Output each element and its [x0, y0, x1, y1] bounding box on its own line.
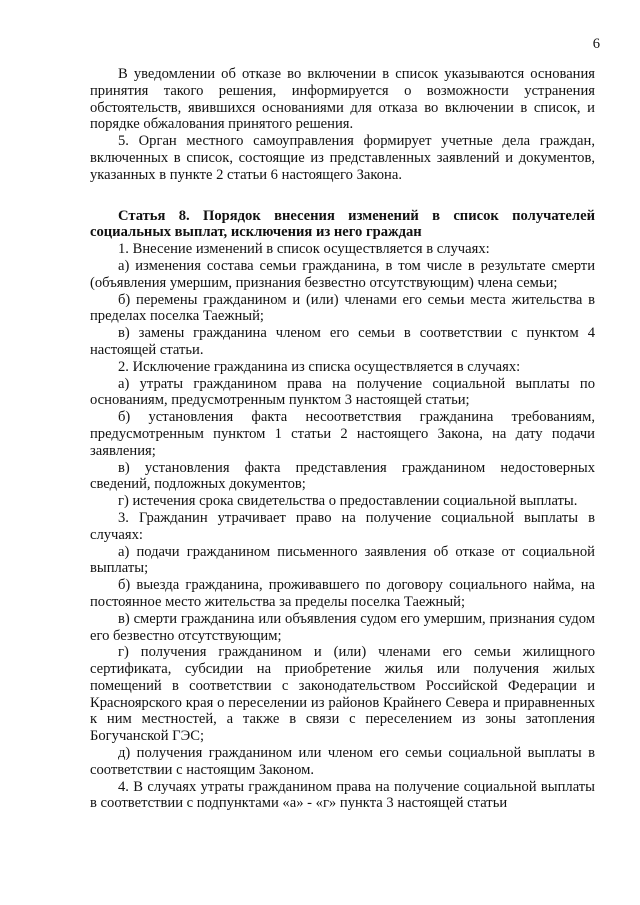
paragraph-refusal-notice: В уведомлении об отказе во включении в список указываются основания принятия такого решения, информируется о возможности устранения обстоятельств, явившихся основаниями для отказа во включении в список, и порядке обжалования принятого решения.	[90, 66, 595, 133]
paragraph-4: 4. В случаях утраты гражданином права на получение социальной выплаты в соответствии с подпунктами «а» - «г» пункта 3 настоящей статьи	[90, 778, 595, 812]
paragraph-2v: в) установления факта представления гражданином недостоверных сведений, подложных документов;	[90, 459, 595, 493]
article-8-heading: Статья 8. Порядок внесения изменений в список получателей социальных выплат, исключения из него граждан	[90, 207, 595, 241]
paragraph-3-intro: 3. Гражданин утрачивает право на получение социальной выплаты в случаях:	[90, 509, 595, 543]
page-number: 6	[592, 36, 600, 52]
paragraph-1v: в) замены гражданина членом его семьи в соответствии с пунктом 4 настоящей статьи.	[90, 325, 595, 358]
paragraph-3a: а) подачи гражданином письменного заявления об отказе от социальной выплаты;	[90, 543, 595, 577]
paragraph-1-intro: 1. Внесение изменений в список осуществляется в случаях:	[118, 241, 490, 258]
paragraph-3b: б) выезда гражданина, проживавшего по договору социального найма, на постоянное место жительства за пределы поселка Таежный;	[90, 577, 595, 610]
paragraph-3v: в) смерти гражданина или объявления судом его умершим, признания судом его безвестно отсутствующим;	[90, 610, 595, 644]
spacer	[90, 184, 595, 196]
paragraph-2a: а) утраты гражданином права на получение социальной выплаты по основаниям, предусмотренным пунктом 3 настоящей статьи;	[90, 375, 595, 409]
spacer	[90, 196, 595, 208]
paragraph-2-intro: 2. Исключение гражданина из списка осуществляется в случаях:	[118, 358, 521, 375]
paragraph-5-records: 5. Орган местного самоуправления формирует учетные дела граждан, включенных в список, состоящие из представленных заявлений и документов, указанных в пункте 2 статьи 6 настоящего Закона.	[90, 133, 595, 183]
paragraph-1a: а) изменения состава семьи гражданина, в том числе в результате смерти (объявления умершим, признания безвестно отсутствующим) члена семьи;	[90, 257, 595, 291]
paragraph-3d: д) получения гражданином или членом его семьи социальной выплаты в соответствии с настоящим Законом.	[90, 745, 595, 778]
document-body	[90, 66, 595, 812]
paragraph-3g: г) получения гражданином и (или) членами его семьи жилищного сертификата, субсидии на приобретение жилья или получения жилых помещений в соответствии с законодательством Российской Федерации и Красноярского края о переселении из районов Крайнего Севера и приравненных к ним местностей, а также в связи с переселением из зоны затопления Богучанской ГЭС;	[90, 644, 595, 745]
paragraph-1b: б) перемены гражданином и (или) членами его семьи места жительства в пределах поселка Таежный;	[90, 291, 595, 325]
paragraph-2b: б) установления факта несоответствия гражданина требованиям, предусмотренным пунктом 1 статьи 2 настоящего Закона, на дату подачи заявления;	[90, 409, 595, 459]
paragraph-2g: г) истечения срока свидетельства о предоставлении социальной выплаты.	[118, 493, 578, 510]
